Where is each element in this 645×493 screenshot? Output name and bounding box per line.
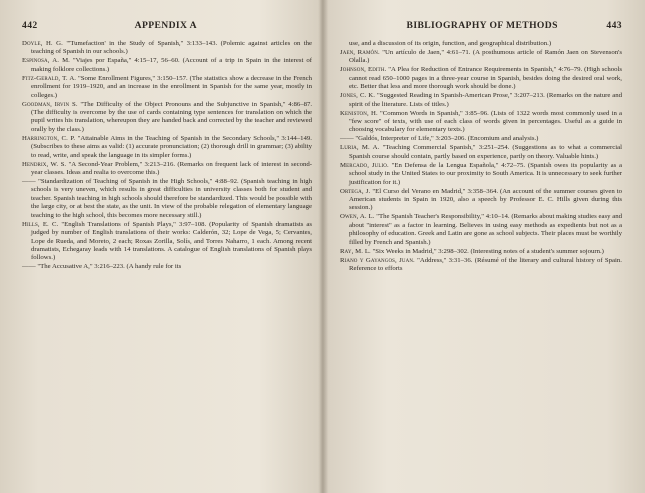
entry-text: "Viajes por España," 4:15–17, 56–60. (Account of a trip in Spain in the interest of making folklore collections.) (31, 57, 312, 73)
entry-author: Doyle, H. G. (22, 40, 63, 47)
header-spacer (340, 20, 358, 31)
bib-entry (22, 75, 312, 100)
entry-text: "En Defensa de la Lengua Española," 4:72–75. (Spanish owes its popularity as a school study in the United States to our proximity to South America. It is unnecessary to seek further justification for it.) (349, 161, 622, 186)
entry-author: Jones, C. K. (340, 92, 376, 100)
bib-entry (22, 101, 312, 135)
bib-entry (22, 161, 312, 178)
entry-text: "Some Enrollment Figures," 3:150–157. (The statistics show a decrease in the French enrollment for 1919–1920, and an increase in the enrollment in Spanish for the same year, mostly in colleges.) (31, 74, 312, 99)
bib-entry (22, 135, 312, 160)
entry-author: Riano y Gayangos, Juan. (340, 256, 415, 264)
book-gutter (318, 0, 328, 493)
entry-text: "The Accusative A," 3:216–223. (A handy rule for its (35, 263, 182, 271)
entry-text: "A Second-Year Problem," 3:213–216. (Remarks on frequent lack of interest in second-year classes. Ideas and realia to overcome this.) (31, 160, 312, 177)
bib-entry (340, 213, 622, 247)
entry-text: "Un artículo de Jaen," 4:61–71. (A posthumous article of Ramón Jaen on Stevenson's Olalla.) (349, 49, 622, 65)
bib-entry (340, 110, 622, 135)
bib-entry (340, 66, 622, 91)
entry-text: "Attainable Aims in the Teaching of Spanish in the Secondary Schools," 3:144–149. (Subscribes to these aims as valid: (1) accurate pronunciation; (2) thorough drill in grammar; (3) ability to read, write, and speak the language in its simpler forms.) (31, 134, 312, 159)
entry-author: Hendrix, W. S. (22, 160, 67, 168)
entry-text: "Common Words in Spanish," 3:85–96. (Lists of 1322 words most commonly used in a "few score" of texts, with use of each class of words given in percentages. Useful as a guide in choosing vocabulary for elementary texts.) (349, 109, 623, 134)
left-page-header (22, 20, 312, 31)
entry-text: "A Plea for Reduction of Entrance Requirements in Spanish," 4:76–79. (High schools cannot read 650–1000 pages in a three-year course in Spanish, besides doing the desired oral work, etc. Better that less and more thorough work should be done.) (349, 66, 622, 91)
left-entries (22, 40, 312, 272)
entry-author: —— (22, 178, 36, 186)
entry-author: Ortega, J. (340, 187, 371, 195)
entry-author: —— (22, 263, 36, 271)
entry-text: "Teaching Commercial Spanish," 3:251–254. (Suggestions as to what a commercial Spanish course should contain, partly based on experience, partly on theory. Valuable hints.) (349, 144, 622, 160)
bib-entry (340, 144, 622, 161)
left-running-head: APPENDIX A (134, 20, 197, 31)
right-page-number: 443 (606, 20, 622, 31)
entry-author: Johnson, Edith. (340, 66, 387, 74)
bib-entry (22, 221, 312, 263)
left-page-number: 442 (22, 20, 38, 31)
entry-author: Owen, A. L. (340, 213, 375, 221)
entry-author: Luria, M. A. (340, 144, 380, 152)
bib-entry (340, 162, 622, 187)
entry-text: "Galdós, Interpreter of Life," 3:203–206. (Encomium and analysis.) (353, 135, 539, 143)
bib-entry (22, 263, 312, 271)
entry-text: "Six Weeks in Madrid," 3:298–302. (Interesting notes of a student's summer sojourn.) (370, 247, 604, 255)
bib-entry (22, 178, 312, 220)
right-entries (340, 40, 622, 274)
entry-text: "The Spanish Teacher's Responsibility," 4:10–14. (Remarks about making studies easy and about "interest" as a factor in learning. Believes in using easy methods as expedients but not as a philosophy of education. Greek and Latin are gone as school subjects. Their places must be worthily filled by French and Spanish.) (349, 213, 622, 246)
bib-entry (340, 92, 622, 109)
bib-entry (340, 248, 622, 256)
entry-author: Keniston, H. (340, 109, 378, 117)
entry-author: Ray, M. L. (340, 247, 371, 255)
bib-entry (340, 257, 622, 274)
bib-entry (340, 188, 622, 213)
entry-author: —— (340, 135, 354, 143)
bib-entry-continuation: use, and a discussion of its origin, function, and geographical distribution.) (349, 40, 552, 47)
entry-author: Espinosa, A. M. (22, 57, 70, 65)
entry-author: Mercado, Julio. (340, 161, 389, 169)
left-page (22, 20, 312, 272)
entry-text: "'Tumefaction' in the Study of Spanish," 3:133–143. (Polemic against articles on the teaching of Spanish in our schools.) (31, 40, 312, 56)
right-page-header (340, 20, 622, 31)
entry-author: Fitz-Gerald, T. A. (22, 74, 77, 82)
right-page (340, 20, 622, 274)
entry-author: Goodman, Irvin S. (22, 100, 78, 108)
entry-author: Harrington, C. P. (22, 134, 76, 142)
bib-entry (340, 135, 622, 143)
entry-text: "El Curso del Verano en Madrid," 3:358–364. (An account of the summer courses given to American students in Spain in 1920, also a speech by Professor E. C. Hills given during this session.) (349, 187, 622, 212)
entry-author: Jaen, Ramón. (340, 49, 380, 56)
entry-author: Hills, E. C. (22, 220, 59, 228)
bib-entry (22, 57, 312, 74)
entry-text: "Standardization of Teaching of Spanish in the High Schools," 4:88–92. (Spanish teaching in high schools is very uneven, which results in great difficulties in university classes both for student and teacher. Spanish teaching in high schools should therefore be standardized. This would be possible with the large city, or at best the state, as the unit. In view of the probable relegation of elementary language teaching to the high school, this becomes more necessary still.) (31, 178, 312, 219)
bib-entry (22, 40, 312, 57)
entry-text: "English Translations of Spanish Plays," 3:97–108. (Popularity of Spanish dramatists as judged by number of English translations of their works: Calderón, 32; Lope de Vega, 5; Cervantes, Lope de Rueda, and Moreto, 2 each; Roxas Zorilla, Solís, and Torres Naharro, 1 each. Among recent dramatists, Echegaray leads with 14 translations. A catalogue of English translations of Spanish plays follows.) (31, 220, 312, 262)
bib-entry (340, 49, 622, 66)
entry-text: "The Difficulty of the Object Pronouns and the Subjunctive in Spanish," 4:86–87. (The difficulty is overcome by the use of cards containing type sentences for translation on which the pupil writes his translation, whereupon they are handed back and corrected by the teacher and reviewed orally by the class.) (31, 100, 313, 133)
header-spacer (294, 20, 312, 31)
entry-text: "Address," 3:31–36. (Résumé of the literary and cultural history of Spain. Reference to efforts (349, 256, 622, 273)
entry-text: "Suggested Reading in Spanish-American Prose," 3:207–213. (Remarks on the nature and spirit of the literature. Lists of titles.) (349, 92, 623, 108)
right-running-head: BIBLIOGRAPHY OF METHODS (406, 20, 558, 31)
